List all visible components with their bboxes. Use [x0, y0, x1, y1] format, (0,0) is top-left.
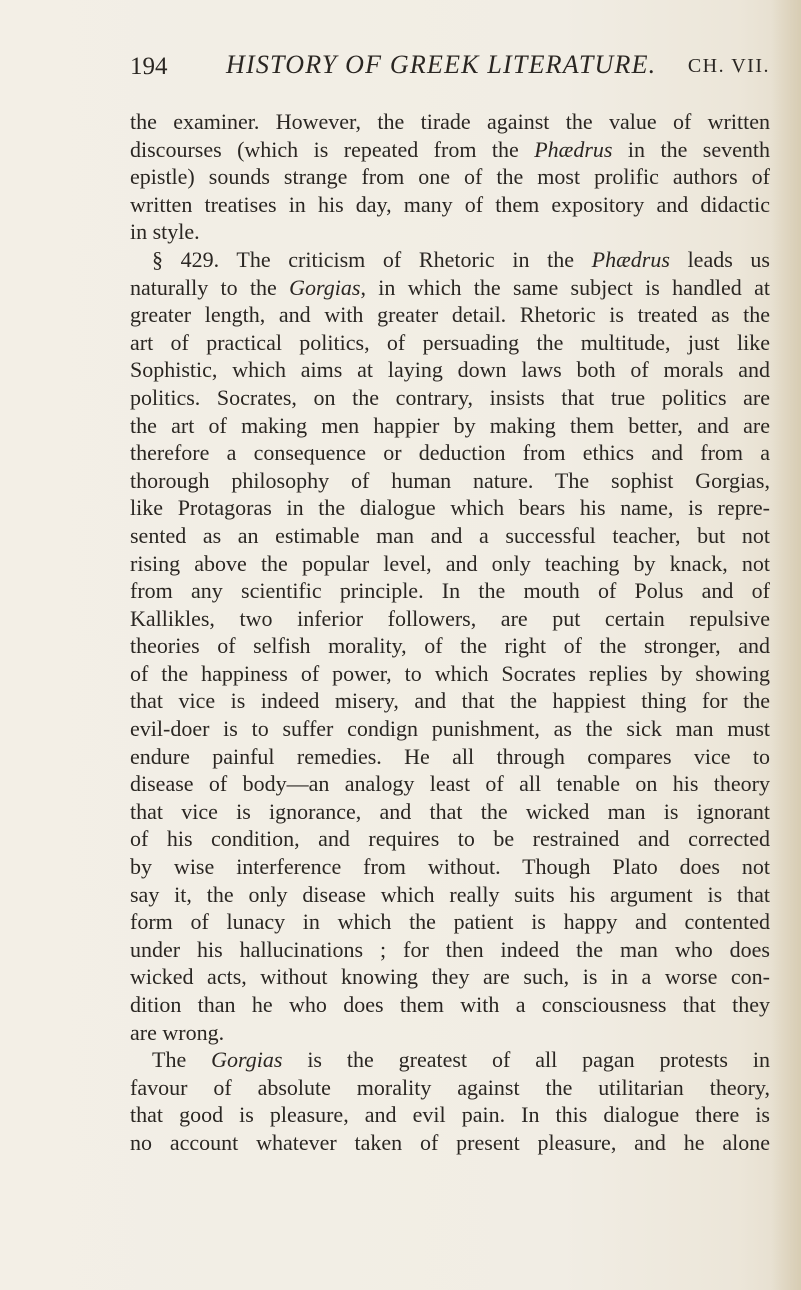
section-start-line: § 429. The criticism of Rhetoric in the Phædrus leads us [152, 246, 770, 272]
text-line: from any scientific principle. In the mouth of Polus and of [130, 578, 770, 604]
running-header [130, 50, 770, 86]
text-line: evil-doer is to suffer condign punishment, as the sick man must [130, 716, 770, 742]
text-line: greater length, and with greater detail. Rhetoric is treated as the [130, 302, 770, 328]
text-line: form of lunacy in which the patient is happy and contented [130, 909, 770, 935]
text-line: sented as an estimable man and a successful teacher, but not [130, 522, 770, 548]
text-line: the examiner. However, the tirade against the value of written [130, 109, 770, 134]
text-line: disease of body—an analogy least of all tenable on his theory [130, 771, 770, 797]
text-line: are wrong. [130, 1019, 225, 1045]
text-line: theories of selfish morality, of the right of the stronger, and [130, 633, 770, 659]
text-line: by wise interference from without. Though Plato does not [130, 854, 770, 880]
text-line: endure painful remedies. He all through compares vice to [130, 743, 770, 769]
text-line: therefore a consequence or deduction from ethics and from a [130, 440, 770, 466]
text-line: Kallikles, two inferior followers, are put certain repulsive [130, 605, 770, 631]
paragraph-start-line: The Gorgias is the greatest of all pagan protests in [152, 1047, 770, 1073]
text-line: in style. [130, 219, 200, 245]
text-line: epistle) sounds strange from one of the most prolific authors of [130, 164, 770, 190]
text-line: under his hallucinations ; for then indeed the man who does [130, 936, 770, 962]
text-line: of the happiness of power, to which Socrates replies by showing [130, 660, 770, 686]
text-line: favour of absolute morality against the utilitarian theory, [130, 1074, 770, 1100]
text-line: dition than he who does them with a consciousness that they [130, 992, 770, 1017]
page-edge-shadow [771, 0, 801, 1290]
text-line: say it, the only disease which really suits his argument is that [130, 881, 770, 907]
text-line: no account whatever taken of present pleasure, and he alone [130, 1129, 770, 1155]
text-line: written treatises in his day, many of them expository and didactic [130, 191, 770, 217]
text-line: that vice is indeed misery, and that the happiest thing for the [130, 688, 770, 714]
text-line: the art of making men happier by making them better, and are [130, 412, 770, 438]
page-number: 194 [130, 53, 168, 80]
text-line: art of practical politics, of persuading the multitude, just like [130, 329, 770, 355]
running-title: HISTORY OF GREEK LITERATURE. [226, 50, 657, 79]
text-line: naturally to the Gorgias, in which the same subject is handled at [130, 274, 771, 300]
text-line: politics. Socrates, on the contrary, insists that true politics are [130, 384, 770, 410]
text-line: that vice is ignorance, and that the wicked man is ignorant [130, 798, 770, 824]
text-line: discourses (which is repeated from the Phædrus in the seventh [130, 136, 770, 162]
text-line: like Protagoras in the dialogue which bears his name, is repre- [130, 495, 770, 521]
text-line: Sophistic, which aims at laying down laws both of morals and [130, 357, 770, 383]
body-text [130, 108, 770, 1157]
chapter-label: CH. VII. [687, 55, 770, 77]
text-line: thorough philosophy of human nature. The sophist Gorgias, [130, 467, 770, 493]
text-line: rising above the popular level, and only teaching by knack, not [130, 550, 770, 576]
text-line: wicked acts, without knowing they are such, is in a worse con- [130, 964, 770, 990]
text-line: that good is pleasure, and evil pain. In this dialogue there is [130, 1102, 770, 1128]
text-line: of his condition, and requires to be restrained and corrected [130, 826, 770, 852]
